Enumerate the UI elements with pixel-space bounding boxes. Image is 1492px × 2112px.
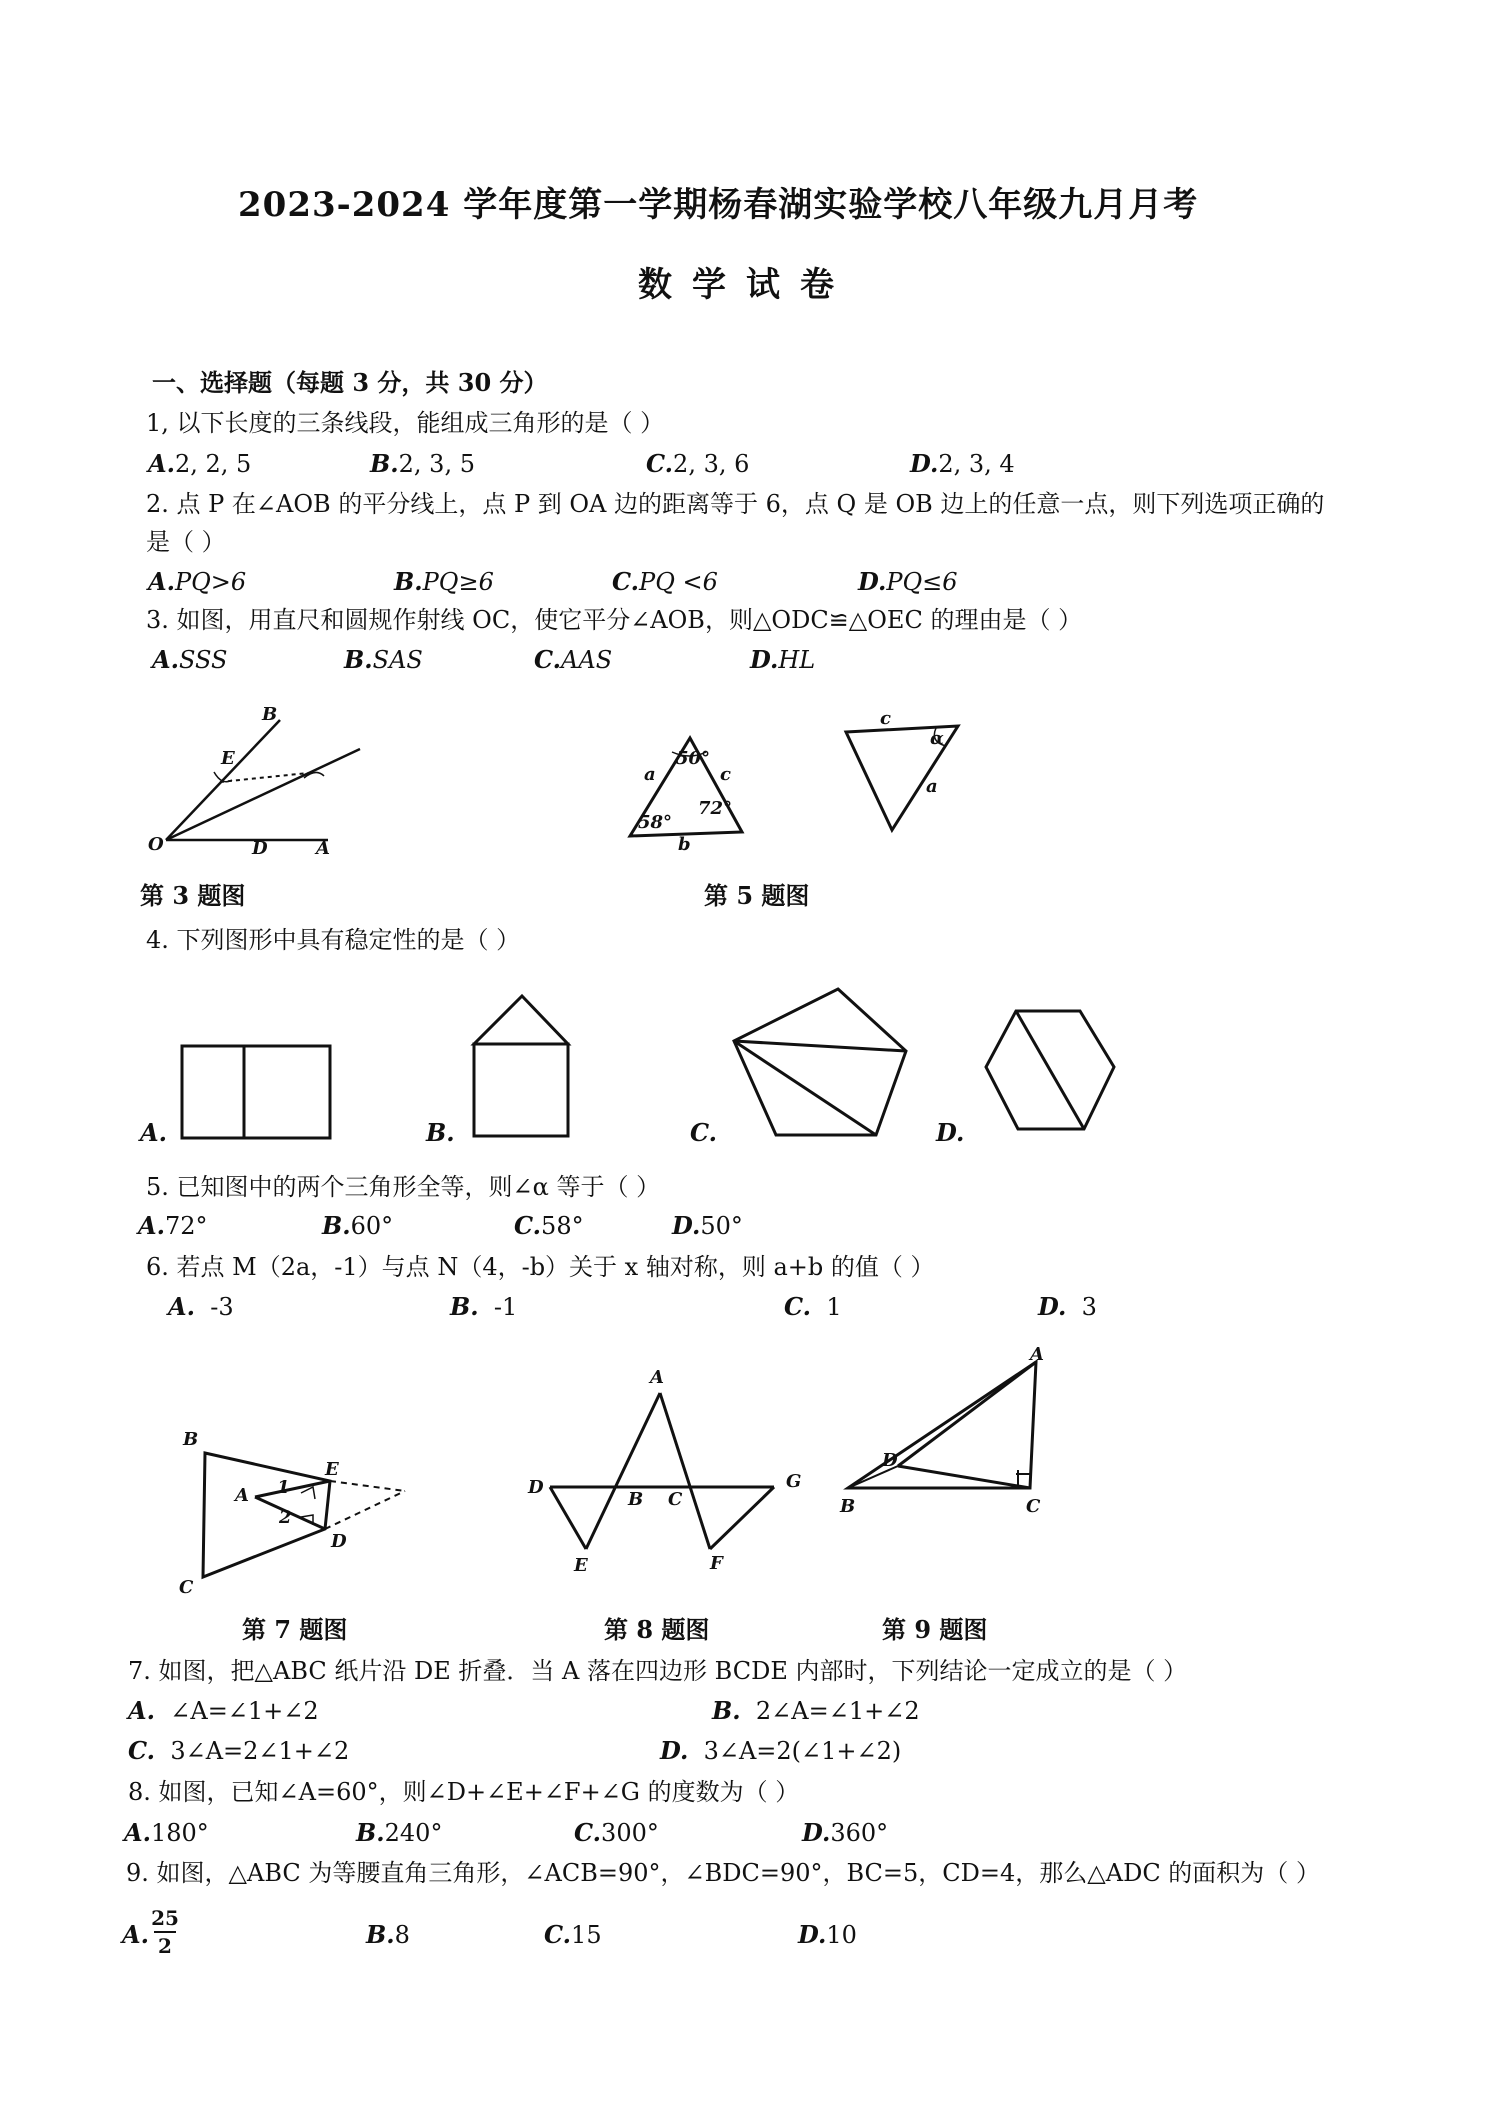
q8-option-a[interactable]: A.180° — [124, 1818, 209, 1847]
fig9-label-a: A — [1030, 1344, 1044, 1365]
q1-option-d[interactable]: D.2, 3, 4 — [910, 449, 1015, 478]
q5-stem: 5. 已知图中的两个三角形全等，则∠α 等于（ ） — [146, 1173, 661, 1201]
fig7-label-a: A — [235, 1485, 249, 1506]
q4-figure-c[interactable] — [730, 985, 915, 1145]
q5-option-a[interactable]: A.72° — [138, 1211, 208, 1240]
fig9-caption: 第 9 题图 — [882, 1615, 988, 1644]
fig7-label-2: 2 — [279, 1507, 292, 1528]
fig5-label-a: a — [644, 764, 656, 785]
fig8-label-e: E — [574, 1555, 588, 1576]
fig8-label-a: A — [650, 1367, 664, 1388]
q2-stem: 2. 点 P 在∠AOB 的平分线上，点 P 到 OA 边的距离等于 6，点 Q 是 OB 边上的任意一点，则下列选项正确的 — [146, 490, 1325, 518]
q2-option-b[interactable]: B.PQ≥6 — [394, 567, 494, 596]
q4-option-b[interactable]: B. — [426, 1118, 455, 1147]
q4-option-d[interactable]: D. — [936, 1118, 965, 1147]
figure-8 — [520, 1365, 810, 1580]
q4-option-a[interactable]: A. — [140, 1118, 167, 1147]
q5-option-c[interactable]: C.58° — [514, 1211, 584, 1240]
q9-option-b[interactable]: B.8 — [366, 1920, 410, 1949]
q5-option-b[interactable]: B.60° — [322, 1211, 394, 1240]
fig5-label-a2: a — [926, 776, 938, 797]
fig5-angle-50: 50° — [676, 748, 711, 769]
q9-fraction-bar — [154, 1931, 176, 1933]
q6-stem: 6. 若点 M（2a，-1）与点 N（4，-b）关于 x 轴对称，则 a+b 的值（ ） — [146, 1253, 935, 1281]
q7-option-b[interactable]: B. 2∠A=∠1+∠2 — [712, 1696, 920, 1725]
q9-option-d[interactable]: D.10 — [798, 1920, 857, 1949]
q4-figure-a[interactable] — [180, 1044, 340, 1144]
fig9-label-d: D — [882, 1450, 898, 1471]
fig8-label-c: C — [668, 1489, 683, 1510]
fig7-label-b: B — [183, 1429, 199, 1450]
fig8-label-b: B — [628, 1489, 644, 1510]
figure-5 — [620, 708, 970, 880]
q1-option-b[interactable]: B.2, 3, 5 — [370, 449, 475, 478]
q1-stem: 1, 以下长度的三条线段，能组成三角形的是（ ） — [146, 409, 665, 437]
q6-option-d[interactable]: D. 3 — [1038, 1292, 1097, 1321]
q9-option-a-fraction — [150, 1906, 180, 1958]
q8-option-d[interactable]: D.360° — [802, 1818, 889, 1847]
figure-3 — [140, 700, 380, 860]
fig5-label-alpha: α — [930, 728, 944, 749]
fig5-label-c2: c — [880, 708, 891, 729]
q7-option-c[interactable]: C. 3∠A=2∠1+∠2 — [128, 1736, 350, 1765]
fig3-label-o: O — [148, 834, 164, 855]
fig7-label-e: E — [325, 1459, 339, 1480]
page-title: 2023-2024 学年度第一学期杨春湖实验学校八年级九月月考 — [238, 185, 1199, 225]
q2-option-c[interactable]: C.PQ <6 — [612, 567, 718, 596]
q4-option-c[interactable]: C. — [690, 1118, 718, 1147]
q8-stem: 8. 如图，已知∠A=60°，则∠D+∠E+∠F+∠G 的度数为（ ） — [128, 1778, 800, 1806]
fig5-caption: 第 5 题图 — [704, 881, 810, 910]
fig5-label-c: c — [720, 764, 731, 785]
fig8-label-d: D — [528, 1477, 544, 1498]
q3-stem: 3. 如图，用直尺和圆规作射线 OC，使它平分∠AOB，则△ODC≌△OEC 的理由是（ ） — [146, 606, 1083, 634]
q1-option-c[interactable]: C.2, 3, 6 — [646, 449, 750, 478]
q8-option-b[interactable]: B.240° — [356, 1818, 443, 1847]
section-heading: 一、选择题（每题 3 分，共 30 分） — [152, 368, 548, 397]
q2-option-a[interactable]: A.PQ>6 — [148, 567, 247, 596]
q9-option-c[interactable]: C.15 — [544, 1920, 602, 1949]
q1-option-a[interactable]: A.2, 2, 5 — [148, 449, 252, 478]
q3-option-c[interactable]: C.AAS — [534, 645, 613, 674]
q3-option-b[interactable]: B.SAS — [344, 645, 423, 674]
q2-option-d[interactable]: D.PQ≤6 — [858, 567, 958, 596]
q2-stem-cont: 是（ ） — [146, 528, 226, 556]
page-subtitle: 数学试卷 — [638, 265, 854, 305]
figure-7 — [175, 1425, 425, 1598]
fig7-label-c: C — [179, 1577, 194, 1598]
fig3-label-e: E — [221, 748, 235, 769]
fig5-label-b: b — [678, 834, 691, 855]
fig5-angle-58: 58° — [638, 812, 673, 833]
fig8-label-f: F — [710, 1553, 723, 1574]
fig7-caption: 第 7 题图 — [242, 1615, 348, 1644]
fig8-label-g: G — [786, 1471, 802, 1492]
q7-stem: 7. 如图，把△ABC 纸片沿 DE 折叠．当 A 落在四边形 BCDE 内部时，下列结论一定成立的是（ ） — [128, 1657, 1188, 1685]
fig3-label-b: B — [262, 704, 278, 725]
q4-figure-d[interactable] — [980, 1005, 1120, 1135]
fig3-label-a: A — [316, 838, 330, 859]
q7-option-d[interactable]: D. 3∠A=2(∠1+∠2) — [660, 1736, 902, 1765]
q3-option-d[interactable]: D.HL — [750, 645, 816, 674]
fig9-label-b: B — [840, 1496, 856, 1517]
q3-option-a[interactable]: A.SSS — [152, 645, 228, 674]
fig5-angle-72: 72° — [698, 798, 733, 819]
q9-option-a[interactable]: A. — [122, 1920, 149, 1949]
q8-option-c[interactable]: C.300° — [574, 1818, 659, 1847]
q6-option-b[interactable]: B. -1 — [450, 1292, 518, 1321]
q4-stem: 4. 下列图形中具有稳定性的是（ ） — [146, 926, 521, 954]
q6-option-c[interactable]: C. 1 — [784, 1292, 842, 1321]
figure-9 — [830, 1344, 1080, 1580]
q9-fraction-denominator: 2 — [158, 1934, 172, 1958]
fig9-label-c: C — [1026, 1496, 1041, 1517]
fig7-label-d: D — [331, 1531, 347, 1552]
q5-option-d[interactable]: D.50° — [672, 1211, 743, 1240]
fig7-label-1: 1 — [277, 1477, 290, 1498]
q6-option-a[interactable]: A. -3 — [168, 1292, 234, 1321]
q7-option-a[interactable]: A. ∠A=∠1+∠2 — [128, 1696, 319, 1725]
q9-fraction-numerator: 25 — [151, 1906, 179, 1930]
fig3-caption: 第 3 题图 — [140, 881, 246, 910]
q4-figure-b[interactable] — [470, 992, 580, 1142]
q9-stem: 9. 如图，△ABC 为等腰直角三角形，∠ACB=90°，∠BDC=90°，BC=5，CD=4，那么△ADC 的面积为（ ） — [126, 1859, 1320, 1887]
fig3-label-d: D — [252, 838, 268, 859]
fig8-caption: 第 8 题图 — [604, 1615, 710, 1644]
